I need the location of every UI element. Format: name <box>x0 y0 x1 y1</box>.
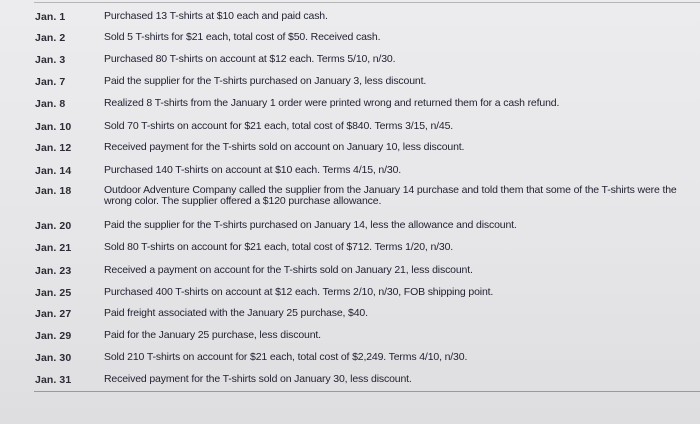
transaction-date: Jan. 1 <box>35 11 66 23</box>
transaction-date: Jan. 27 <box>35 308 72 320</box>
transaction-date: Jan. 20 <box>35 220 72 232</box>
transaction-date: Jan. 12 <box>35 142 72 154</box>
transaction-date: Jan. 14 <box>35 165 72 177</box>
transaction-date: Jan. 7 <box>35 76 66 88</box>
transaction-description: Purchased 400 T-shirts on account at $12 each. Terms 2/10, n/30, FOB shipping point. <box>104 286 494 298</box>
transaction-description: Received payment for the T-shirts sold on account on January 10, less discount. <box>104 141 465 153</box>
transaction-date: Jan. 21 <box>35 242 72 254</box>
transaction-description: Purchased 140 T-shirts on account at $10 each. Terms 4/15, n/30. <box>104 164 402 176</box>
transaction-description: Paid the supplier for the T-shirts purchased on January 14, less the allowance and discount. <box>104 219 517 231</box>
transaction-date: Jan. 8 <box>35 98 66 110</box>
transaction-description: Received a payment on account for the T-shirts sold on January 21, less discount. <box>104 264 473 276</box>
transaction-description: Sold 70 T-shirts on account for $21 each, total cost of $840. Terms 3/15, n/45. <box>104 120 454 132</box>
bottom-divider <box>34 391 700 392</box>
transaction-description: Paid freight associated with the January 25 purchase, $40. <box>104 307 368 319</box>
transaction-date: Jan. 18 <box>35 185 72 197</box>
transaction-description: Paid for the January 25 purchase, less discount. <box>104 329 321 341</box>
transaction-description: Sold 5 T-shirts for $21 each, total cost of $50. Received cash. <box>104 31 381 43</box>
transaction-date: Jan. 25 <box>35 287 72 299</box>
transaction-date: Jan. 23 <box>35 265 72 277</box>
transaction-description: Paid the supplier for the T-shirts purchased on January 3, less discount. <box>104 75 427 87</box>
transaction-description: Received payment for the T-shirts sold on January 30, less discount. <box>104 373 412 385</box>
transaction-description: Outdoor Adventure Company called the supplier from the January 14 purchase and told them that some of the T-shirts were the wrong color. The supplier offered a $120 purchase allowance. <box>104 184 677 207</box>
transaction-description: Sold 80 T-shirts on account for $21 each, total cost of $712. Terms 1/20, n/30. <box>104 241 454 253</box>
transaction-description: Purchased 13 T-shirts at $10 each and paid cash. <box>104 10 328 22</box>
transaction-date: Jan. 29 <box>35 330 72 342</box>
transaction-description: Realized 8 T-shirts from the January 1 order were printed wrong and returned them for a cash refund. <box>104 97 560 109</box>
transaction-description: Sold 210 T-shirts on account for $21 each, total cost of $2,249. Terms 4/10, n/30. <box>104 351 468 363</box>
transaction-date: Jan. 2 <box>35 32 66 44</box>
top-divider <box>34 2 700 3</box>
transaction-date: Jan. 3 <box>35 54 66 66</box>
transaction-date: Jan. 31 <box>35 374 72 386</box>
transaction-date: Jan. 30 <box>35 352 72 364</box>
transaction-description: Purchased 80 T-shirts on account at $12 each. Terms 5/10, n/30. <box>104 53 396 65</box>
transaction-date: Jan. 10 <box>35 121 72 133</box>
